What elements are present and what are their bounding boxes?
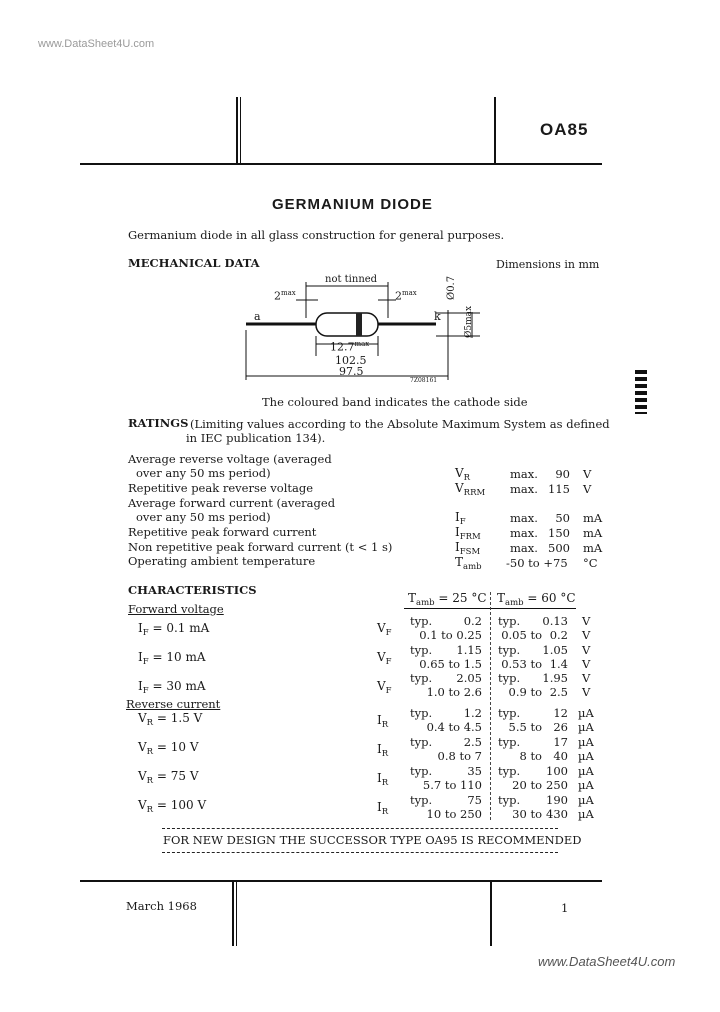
range-value: 0.53 to: [501, 657, 542, 671]
typ-value: 0.13: [542, 614, 568, 628]
label-total-length-1: 102.5: [335, 354, 367, 367]
unit: µA: [578, 749, 594, 763]
char-symbol: [377, 713, 388, 730]
typ-label: typ.: [498, 706, 521, 720]
cond-sym: V: [138, 769, 147, 783]
typ-label: typ.: [498, 793, 521, 807]
range-max: 26: [553, 720, 568, 734]
range-value: 5.5 to: [508, 720, 542, 734]
cond-val: = 0.1 mA: [152, 621, 210, 635]
rating-param: Repetitive peak forward current: [128, 525, 317, 539]
rating-value: 115: [548, 482, 570, 496]
rating-param: Average forward current (averaged: [128, 496, 336, 510]
successor-notice: FOR NEW DESIGN THE SUCCESSOR TYPE OA95 IS RECOMMENDED: [163, 833, 582, 847]
rating-symbol-main: V: [455, 481, 464, 495]
label-right-max: [395, 289, 417, 303]
typ-label: typ.: [410, 643, 433, 657]
characteristics-heading: CHARACTERISTICS: [128, 583, 257, 597]
notice-rule-top: [162, 828, 558, 830]
header-base-rule: [80, 163, 602, 165]
cond-sub: R: [146, 776, 154, 786]
cond-sub: R: [146, 805, 154, 815]
range-max: 40: [553, 749, 568, 763]
range-value: 1.0 to 2.6: [426, 685, 482, 699]
range-value: 0.4 to 4.5: [426, 720, 482, 734]
col-header-25-sym: T: [408, 591, 417, 605]
rating-symbol-main: V: [455, 466, 464, 480]
char-sub: F: [385, 686, 392, 696]
rating-symbol-sub: RRM: [463, 488, 486, 498]
rating-symbol-sub: R: [463, 473, 471, 483]
char-sym: I: [377, 713, 382, 727]
char-sym: I: [377, 742, 382, 756]
range-max: 1.4: [549, 657, 568, 671]
binding-mark: [635, 370, 647, 414]
label-left-max: [274, 289, 296, 303]
col-header-60: [497, 591, 576, 608]
col-header-25: [408, 591, 487, 608]
range-max: 0.2: [549, 628, 568, 642]
range-value: 0.1 to 0.25: [419, 628, 482, 642]
typ-label: typ.: [498, 614, 521, 628]
typ-label: typ.: [410, 793, 433, 807]
range-value: 20 to: [512, 778, 542, 792]
unit: µA: [578, 793, 594, 807]
footer-rule-left: [232, 880, 234, 946]
header-rule-left-2: [240, 97, 241, 163]
label-body-length: [330, 340, 369, 354]
rating-unit: mA: [583, 526, 603, 540]
label-total-length-2: 97.5: [339, 365, 364, 378]
typ-value: 100: [546, 764, 568, 778]
cond-sym: I: [138, 650, 143, 664]
label-left-max-value: 2: [274, 289, 281, 303]
cond-val: = 10 V: [156, 740, 199, 754]
rating-param-cont: over any 50 ms period): [136, 466, 271, 480]
rating-symbol-main: I: [455, 540, 460, 554]
ratings-intro-1: (Limiting values according to the Absolute Maximum System as defined: [190, 417, 610, 431]
typ-value: 190: [546, 793, 568, 807]
typ-value: 1.05: [542, 643, 568, 657]
rating-limit: max.: [510, 482, 538, 496]
footer-rule-right: [490, 880, 492, 946]
cond-sym: V: [138, 711, 147, 725]
ratings-heading: RATINGS: [128, 416, 189, 430]
rating-symbol-main: I: [455, 510, 460, 524]
cond-sub: R: [146, 747, 154, 757]
cond-sub: R: [146, 718, 154, 728]
typ-value: 75: [467, 793, 482, 807]
col-header-60-sub: amb: [505, 598, 524, 608]
cond-val: = 75 V: [156, 769, 199, 783]
unit: µA: [578, 720, 594, 734]
figure-number: 7Z08161: [410, 377, 438, 384]
publication-date: March 1968: [126, 899, 197, 913]
label-cathode: k: [434, 310, 441, 323]
cond-val: = 100 V: [156, 798, 207, 812]
label-right-max-sup: max: [402, 289, 417, 297]
label-not-tinned: not tinned: [325, 274, 378, 285]
col-header-25-sub: amb: [416, 598, 435, 608]
col-header-60-val: = 60 °C: [527, 591, 576, 605]
rating-limit: max.: [510, 541, 538, 555]
rating-limit: max.: [510, 511, 538, 525]
cond-sub: F: [142, 686, 149, 696]
typ-value: 1.15: [456, 643, 482, 657]
char-sub: R: [381, 720, 389, 730]
page-title: GERMANIUM DIODE: [272, 196, 433, 213]
typ-value: 35: [467, 764, 482, 778]
range-value: 0.9 to: [508, 685, 542, 699]
rating-limit: max.: [510, 526, 538, 540]
rating-symbol-sub: F: [459, 517, 466, 527]
char-sub: R: [381, 778, 389, 788]
char-condition: [138, 650, 205, 667]
rating-param-cont: over any 50 ms period): [136, 510, 271, 524]
typ-label: typ.: [410, 764, 433, 778]
label-left-max-sup: max: [281, 289, 296, 297]
rating-unit: mA: [583, 511, 603, 525]
watermark-top: www.DataSheet4U.com: [38, 38, 155, 50]
range-max: 2.5: [549, 685, 568, 699]
header-rule-left: [236, 97, 238, 163]
char-condition: [138, 769, 199, 786]
rating-value: 50: [555, 511, 570, 525]
rating-unit: V: [583, 482, 592, 496]
char-symbol: [377, 771, 388, 788]
char-sym: V: [377, 650, 386, 664]
rating-param: Repetitive peak reverse voltage: [128, 481, 314, 495]
dimensions-unit: Dimensions in mm: [496, 258, 600, 271]
typ-label: typ.: [410, 706, 433, 720]
cond-sym: I: [138, 621, 143, 635]
unit: V: [582, 614, 591, 628]
range-value: 10 to 250: [426, 807, 482, 821]
char-condition: [138, 711, 202, 728]
char-condition: [138, 740, 199, 757]
cond-sym: I: [138, 679, 143, 693]
range-max: 250: [546, 778, 568, 792]
header-rule-right: [494, 97, 496, 163]
rating-unit: °C: [583, 556, 598, 570]
rating-symbol-main: T: [455, 555, 464, 569]
typ-value: 12: [553, 706, 568, 720]
typ-label: typ.: [498, 643, 521, 657]
typ-label: typ.: [410, 614, 433, 628]
rating-param: Operating ambient temperature: [128, 554, 316, 568]
char-condition: [138, 621, 209, 638]
ratings-intro-2: in IEC publication 134).: [186, 431, 326, 445]
unit: µA: [578, 764, 594, 778]
rating-symbol-sub: FSM: [459, 547, 481, 557]
type-code: OA85: [540, 120, 589, 139]
char-symbol: [377, 621, 392, 638]
notice-rule-bottom: [162, 852, 558, 854]
typ-label: typ.: [498, 671, 521, 685]
watermark-bottom: www.DataSheet4U.com: [538, 954, 676, 969]
char-sym: V: [377, 679, 386, 693]
typ-label: typ.: [498, 735, 521, 749]
cond-sym: V: [138, 798, 147, 812]
char-sym: I: [377, 800, 382, 814]
reverse-current-heading: Reverse current: [126, 697, 221, 711]
char-symbol: [377, 650, 392, 667]
typ-value: 2.5: [463, 735, 482, 749]
typ-value: 2.05: [456, 671, 482, 685]
rating-unit: V: [583, 467, 592, 481]
range-value: 0.8 to 7: [437, 749, 482, 763]
typ-label: typ.: [498, 764, 521, 778]
rating-symbol-sub: amb: [463, 562, 482, 572]
char-sub: R: [381, 749, 389, 759]
mechanical-heading: MECHANICAL DATA: [128, 256, 260, 270]
cond-val: = 1.5 V: [156, 711, 203, 725]
rating-symbol-sub: FRM: [459, 532, 481, 542]
char-sym: V: [377, 621, 386, 635]
range-value: 5.7 to 110: [422, 778, 482, 792]
rating-symbol-main: I: [455, 525, 460, 539]
range-value: 8 to: [519, 749, 542, 763]
rating-limit: max.: [510, 467, 538, 481]
unit: µA: [578, 735, 594, 749]
unit: µA: [578, 778, 594, 792]
unit: µA: [578, 807, 594, 821]
label-body-diameter: Ø5max: [464, 305, 474, 338]
footer-rule-left-2: [236, 880, 237, 946]
label-body-length-sup: max: [354, 340, 370, 348]
typ-value: 1.95: [542, 671, 568, 685]
cond-sub: F: [142, 657, 149, 667]
unit: V: [582, 628, 591, 642]
range-max: 430: [546, 807, 568, 821]
char-condition: [138, 798, 206, 815]
cond-sub: F: [142, 628, 149, 638]
char-sub: R: [381, 807, 389, 817]
rating-param: Non repetitive peak forward current (t < 1 s): [128, 540, 393, 554]
rating-param: Average reverse voltage (averaged: [128, 452, 332, 466]
char-sub: F: [385, 657, 392, 667]
cond-sym: V: [138, 740, 147, 754]
typ-label: typ.: [410, 735, 433, 749]
typ-label: typ.: [410, 671, 433, 685]
char-condition: [138, 679, 205, 696]
char-sub: F: [385, 628, 392, 638]
rating-value: 90: [555, 467, 570, 481]
unit: V: [582, 643, 591, 657]
cond-val: = 10 mA: [152, 650, 206, 664]
rating-unit: mA: [583, 541, 603, 555]
label-body-length-value: 12.7: [330, 340, 355, 354]
unit: V: [582, 685, 591, 699]
band-caption: The coloured band indicates the cathode side: [262, 395, 528, 409]
label-anode: a: [254, 310, 261, 323]
column-divider: [490, 592, 491, 820]
char-sym: I: [377, 771, 382, 785]
typ-value: 17: [553, 735, 568, 749]
rating-value: -50 to +75: [506, 556, 568, 570]
char-symbol: [377, 742, 388, 759]
col-header-25-val: = 25 °C: [438, 591, 487, 605]
label-right-max-value: 2: [395, 289, 402, 303]
label-lead-diameter: Ø0.7: [446, 275, 457, 300]
typ-value: 1.2: [463, 706, 482, 720]
page-number: 1: [561, 901, 569, 915]
rating-value: 150: [548, 526, 570, 540]
rating-symbol: [455, 481, 485, 498]
forward-voltage-heading: Forward voltage: [128, 602, 224, 616]
char-symbol: [377, 679, 392, 696]
range-value: 30 to: [512, 807, 542, 821]
typ-value: 0.2: [463, 614, 482, 628]
char-symbol: [377, 800, 388, 817]
unit: µA: [578, 706, 594, 720]
cond-val: = 30 mA: [152, 679, 206, 693]
range-value: 0.65 to 1.5: [419, 657, 482, 671]
range-value: 0.05 to: [501, 628, 542, 642]
description: Germanium diode in all glass construction for general purposes.: [128, 228, 505, 242]
unit: V: [582, 671, 591, 685]
footer-top-rule: [80, 880, 602, 882]
rating-symbol: [455, 555, 482, 572]
rating-value: 500: [548, 541, 570, 555]
unit: V: [582, 657, 591, 671]
col-header-60-sym: T: [497, 591, 506, 605]
